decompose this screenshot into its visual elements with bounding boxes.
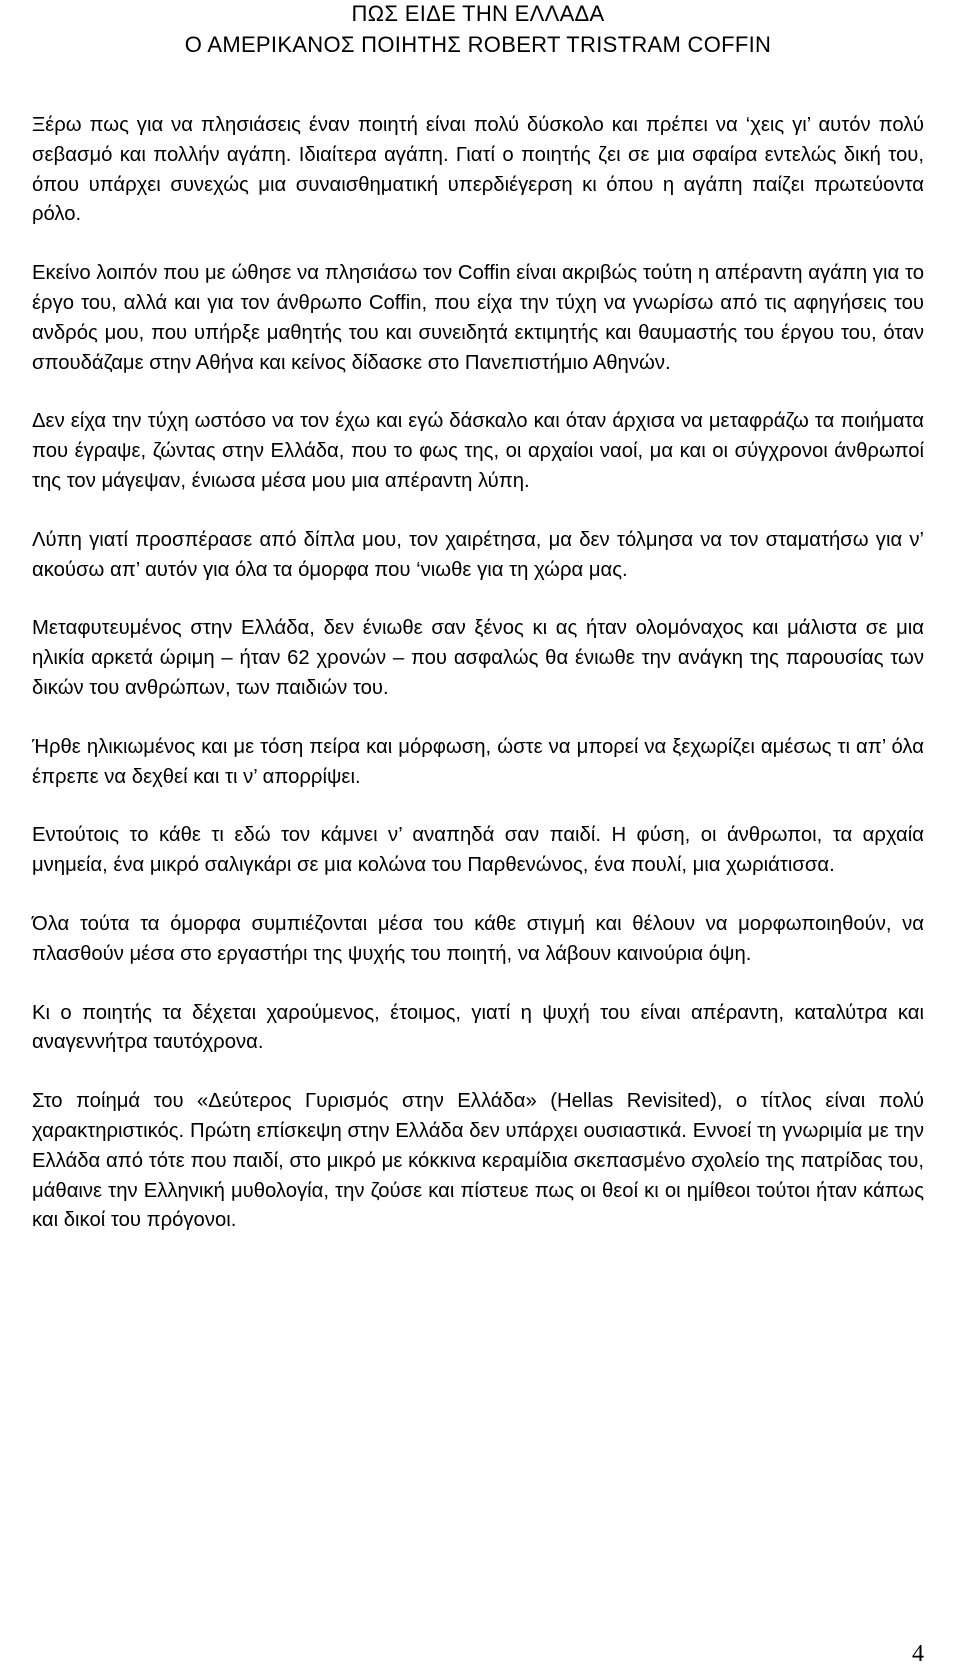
paragraph-2: Εκείνο λοιπόν που με ώθησε να πλησιάσω τον Coffin είναι ακριβώς τούτη η απέραντη αγάπη για το έργο του, αλλά και για τον άνθρωπο Coffin, που είχα την τύχη να γνωρίσω από τις αφηγήσεις του ανδρός μου, που υπήρξε μαθητής του και συνειδητά εκτιμητής και θαυμαστής του έργου του, όταν σπουδάζαμε στην Αθήνα και κείνος δίδασκε στο Πανεπιστήμιο Αθηνών. — [32, 262, 924, 374]
document-subtitle: Ο ΑΜΕΡΙΚΑΝΟΣ ΠΟΙΗΤΗΣ ROBERT TRISTRAM COFFIN — [184, 32, 772, 57]
paragraph-7: Εντούτοις το κάθε τι εδώ τον κάμνει ν’ αναπηδά σαν παιδί. Η φύση, οι άνθρωποι, τα αρχαία μνημεία, ένα μικρό σαλιγκάρι σε μια κολώνα του Παρθενώνος, ένα πουλί, μια χωριάτισσα. — [32, 824, 924, 877]
paragraph-8: Όλα τούτα τα όμορφα συμπιέζονται μέσα του κάθε στιγμή και θέλουν να μορφωποιηθούν, να πλασθούν μέσα στο εργαστήρι της ψυχής του ποιητή, να λάβουν καινούρια όψη. — [32, 912, 924, 965]
paragraph-3: Δεν είχα την τύχη ωστόσο να τον έχω και εγώ δάσκαλο και όταν άρχισα να μεταφράζω τα ποιήματα που έγραψε, ζώντας στην Ελλάδα, που το φως της, οι αρχαίοι ναοί, μα και οι σύγχρονοι άνθρωποί της τον μάγεψαν, ένιωσα μέσα μου μια απέραντη λύπη. — [32, 410, 924, 492]
paragraph-4: Λύπη γιατί προσπέρασε από δίπλα μου, τον χαιρέτησα, μα δεν τόλμησα να τον σταματήσω για ν’ ακούσω απ’ αυτόν για όλα τα όμορφα που ‘νιωθε για τη χώρα μας. — [32, 528, 924, 581]
paragraph-9: Κι ο ποιητής τα δέχεται χαρούμενος, έτοιμος, γιατί η ψυχή του είναι απέραντη, καταλύτρα και αναγεννήτρα ταυτόχρονα. — [32, 1001, 924, 1054]
paragraph-1: Ξέρω πως για να πλησιάσεις έναν ποιητή είναι πολύ δύσκολο και πρέπει να ‘χεις γι’ αυτόν πολύ σεβασμό και πολλήν αγάπη. Ιδιαίτερα αγάπη. Γιατί ο ποιητής ζει σε μια σφαίρα εντελώς δική του, όπου υπάρχει συνεχώς μια συναισθηματική υπερδιέγερση κι όπου η αγάπη παίζει πρωτεύοντα ρόλο. — [32, 114, 924, 226]
paragraph-6: Ήρθε ηλικιωμένος και με τόση πείρα και μόρφωση, ώστε να μπορεί να ξεχωρίζει αμέσως τι απ’ όλα έπρεπε να δεχθεί και τι ν’ απορρίψει. — [32, 735, 924, 788]
document-body — [32, 111, 924, 1236]
title-block — [32, 0, 924, 60]
page-number: 4 — [912, 1641, 924, 1667]
document-title: ΠΩΣ ΕΙΔΕ ΤΗΝ ΕΛΛΑΔΑ — [351, 1, 605, 26]
paragraph-10: Στο ποίημά του «Δεύτερος Γυρισμός στην Ελλάδα» (Hellas Revisited), ο τίτλος είναι πολύ χαρακτηριστικός. Πρώτη επίσκεψη στην Ελλάδα δεν υπάρχει ουσιαστικά. Εννοεί τη γνωριμία με την Ελλάδα από τότε που παιδί, στο μικρό με κόκκινα κεραμίδια σκεπασμένο σχολείο της πατρίδας του, μάθαινε την Ελληνική μυθολογία, την ζούσε και πίστευε πως οι θεοί κι οι ημίθεοι τούτοι ήταν κάπως και δικοί του πρόγονοι. — [32, 1090, 924, 1232]
paragraph-5: Μεταφυτευμένος στην Ελλάδα, δεν ένιωθε σαν ξένος κι ας ήταν ολομόναχος και μάλιστα σε μια ηλικία αρκετά ώριμη – ήταν 62 χρονών – που ασφαλώς θα ένιωθε την ανάγκη της παρουσίας των δικών του ανθρώπων, των παιδιών του. — [32, 617, 924, 699]
